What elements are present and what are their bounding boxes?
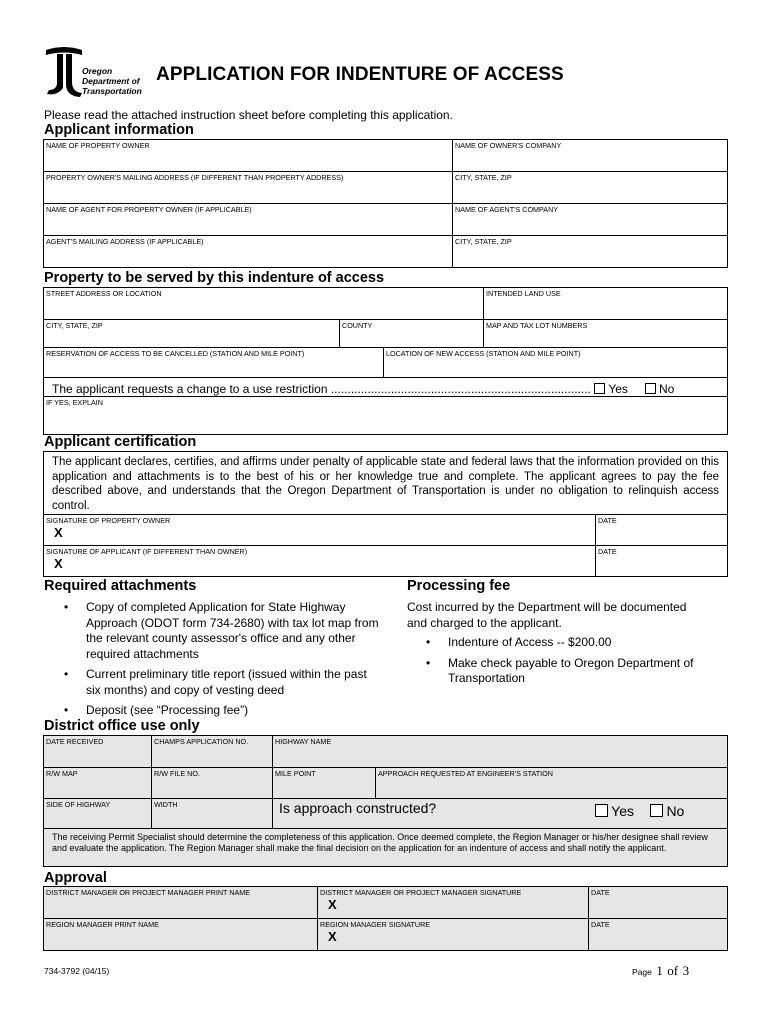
agent-name-field[interactable]: NAME OF AGENT FOR PROPERTY OWNER (IF APPLICABLE)	[44, 204, 453, 236]
certification-heading: Applicant certification	[44, 434, 197, 450]
explain-label: IF YES, EXPLAIN	[46, 398, 103, 407]
highway-name-field[interactable]: HIGHWAY NAME	[273, 736, 728, 768]
applicant-signature-label: SIGNATURE OF APPLICANT (IF DIFFERENT THAN OWNER)	[46, 547, 248, 556]
rm-signature-label: REGION MANAGER SIGNATURE	[320, 920, 431, 929]
dm-signature-label: DISTRICT MANAGER OR PROJECT MANAGER SIGNATURE	[320, 888, 522, 897]
constructed-no-label: No	[666, 803, 685, 819]
applicant-signature-field[interactable]	[44, 546, 596, 577]
logo-text-line: Oregon	[82, 66, 113, 76]
rm-print-name-field[interactable]: REGION MANAGER PRINT NAME	[44, 919, 318, 951]
page-of: of	[667, 963, 679, 978]
attachments-heading: Required attachments	[44, 578, 197, 594]
approach-station-field[interactable]: APPROACH REQUESTED AT ENGINEER'S STATION	[376, 768, 728, 799]
page-number: 1	[656, 963, 663, 978]
rw-file-field[interactable]: R/W FILE NO.	[152, 768, 273, 799]
owner-city-field[interactable]: CITY, STATE, ZIP	[453, 172, 728, 204]
street-address-field[interactable]: STREET ADDRESS OR LOCATION	[44, 288, 484, 320]
owner-signature-field[interactable]	[44, 515, 596, 546]
dm-date-field[interactable]: DATE	[589, 887, 728, 919]
explain-field[interactable]	[44, 396, 727, 423]
owner-date-field[interactable]: DATE	[596, 515, 728, 546]
constructed-yes-label: Yes	[611, 803, 634, 819]
list-item: • Deposit (see “Processing fee”)	[60, 703, 380, 719]
restriction-no-checkbox[interactable]	[645, 383, 656, 394]
rm-date-field[interactable]: DATE	[589, 919, 728, 951]
list-item: • Current preliminary title report (issued within the past six months) and copy of vesting deed	[60, 667, 380, 698]
odot-logo	[44, 46, 144, 100]
rm-signature-field[interactable]	[318, 919, 589, 951]
restriction-row	[44, 378, 728, 435]
signature-mark: X	[54, 556, 63, 571]
district-heading: District office use only	[44, 718, 200, 734]
dm-signature-field[interactable]	[318, 887, 589, 919]
applicant-date-field[interactable]: DATE	[596, 546, 728, 577]
dm-print-name-field[interactable]: DISTRICT MANAGER OR PROJECT MANAGER PRINT NAME	[44, 887, 318, 919]
agent-address-field[interactable]: AGENT'S MAILING ADDRESS (IF APPLICABLE)	[44, 236, 453, 268]
certification-table	[43, 451, 728, 577]
fee-text: Cost incurred by the Department will be documented and charged to the applicant.	[407, 600, 687, 630]
restriction-question: The applicant requests a change to a use restriction ..............................................................................	[52, 382, 591, 396]
signature-mark: X	[54, 525, 63, 540]
constructed-yes-checkbox[interactable]	[595, 804, 608, 817]
list-item: • Indenture of Access -- $200.00	[422, 635, 722, 651]
page-label: Page	[632, 967, 652, 977]
date-received-field[interactable]: DATE RECEIVED	[44, 736, 152, 768]
new-access-field[interactable]: LOCATION OF NEW ACCESS (STATION AND MILE POINT)	[384, 348, 728, 378]
fee-list	[422, 635, 722, 692]
page-title: APPLICATION FOR INDENTURE OF ACCESS	[156, 64, 564, 85]
mile-point-field[interactable]: MILE POINT	[273, 768, 376, 799]
attachments-list	[60, 600, 380, 724]
signature-mark: X	[328, 897, 337, 912]
intro-text: Please read the attached instruction sheet before completing this application.	[44, 108, 453, 122]
champs-field[interactable]: CHAMPS APPLICATION NO.	[152, 736, 273, 768]
approval-heading: Approval	[44, 870, 107, 886]
width-field[interactable]: WIDTH	[152, 799, 273, 829]
constructed-no-checkbox[interactable]	[650, 804, 663, 817]
reservation-field[interactable]: RESERVATION OF ACCESS TO BE CANCELLED (STATION AND MILE POINT)	[44, 348, 384, 378]
form-number: 734-3792 (04/15)	[44, 966, 110, 976]
agent-company-field[interactable]: NAME OF AGENT'S COMPANY	[453, 204, 728, 236]
rw-map-field[interactable]: R/W MAP	[44, 768, 152, 799]
map-lot-field[interactable]: MAP AND TAX LOT NUMBERS	[484, 320, 728, 348]
district-note: The receiving Permit Specialist should determine the completeness of this application. Once deemed complete, the Region Manager or his/her designee shall review and evaluate the application. The Region Manager shall make the final decision on the application for an indenture of access and shall notify the applicant.	[52, 832, 708, 853]
agent-city-field[interactable]: CITY, STATE, ZIP	[453, 236, 728, 268]
applicant-heading: Applicant information	[44, 122, 194, 138]
owner-signature-label: SIGNATURE OF PROPERTY OWNER	[46, 516, 171, 525]
applicant-table	[43, 139, 728, 268]
land-use-field[interactable]: INTENDED LAND USE	[484, 288, 728, 320]
property-city-field[interactable]: CITY, STATE, ZIP	[44, 320, 340, 348]
logo-text-line: Department of	[82, 76, 140, 86]
owner-company-field[interactable]: NAME OF OWNER'S COMPANY	[453, 140, 728, 172]
approval-table	[43, 886, 728, 951]
signature-mark: X	[328, 929, 337, 944]
logo-text-line: Transportation	[82, 86, 142, 96]
restriction-yes-label: Yes	[608, 382, 628, 396]
county-field[interactable]: COUNTY	[340, 320, 484, 348]
property-heading: Property to be served by this indenture of access	[44, 270, 385, 286]
certification-text: The applicant declares, certifies, and affirms under penalty of applicable state and federal laws that the information provided on this application and attachments is to the best of his or her knowledge true and complete. The applicant agrees to pay the fee described above, and understands that the Oregon Department of Transportation is under no obligation to relinquish access control.	[52, 456, 720, 512]
fee-heading: Processing fee	[407, 578, 511, 594]
page-total: 3	[682, 963, 690, 978]
odot-logo-icon	[44, 46, 84, 98]
restriction-no-label: No	[658, 382, 675, 396]
list-item: • Make check payable to Oregon Department of Transportation	[422, 656, 722, 687]
list-item: • Copy of completed Application for State Highway Approach (ODOT form 734-2680) with tax lot map from the relevant county assessor's office and any other required attachments	[60, 600, 380, 662]
constructed-question: Is approach constructed?	[279, 800, 437, 816]
owner-name-field[interactable]: NAME OF PROPERTY OWNER	[44, 140, 453, 172]
property-table	[43, 287, 728, 435]
side-of-highway-field[interactable]: SIDE OF HIGHWAY	[44, 799, 152, 829]
restriction-yes-checkbox[interactable]	[594, 383, 605, 394]
owner-address-field[interactable]: PROPERTY OWNER'S MAILING ADDRESS (IF DIFFERENT THAN PROPERTY ADDRESS)	[44, 172, 453, 204]
district-table	[43, 735, 728, 867]
page-indicator	[632, 962, 689, 980]
